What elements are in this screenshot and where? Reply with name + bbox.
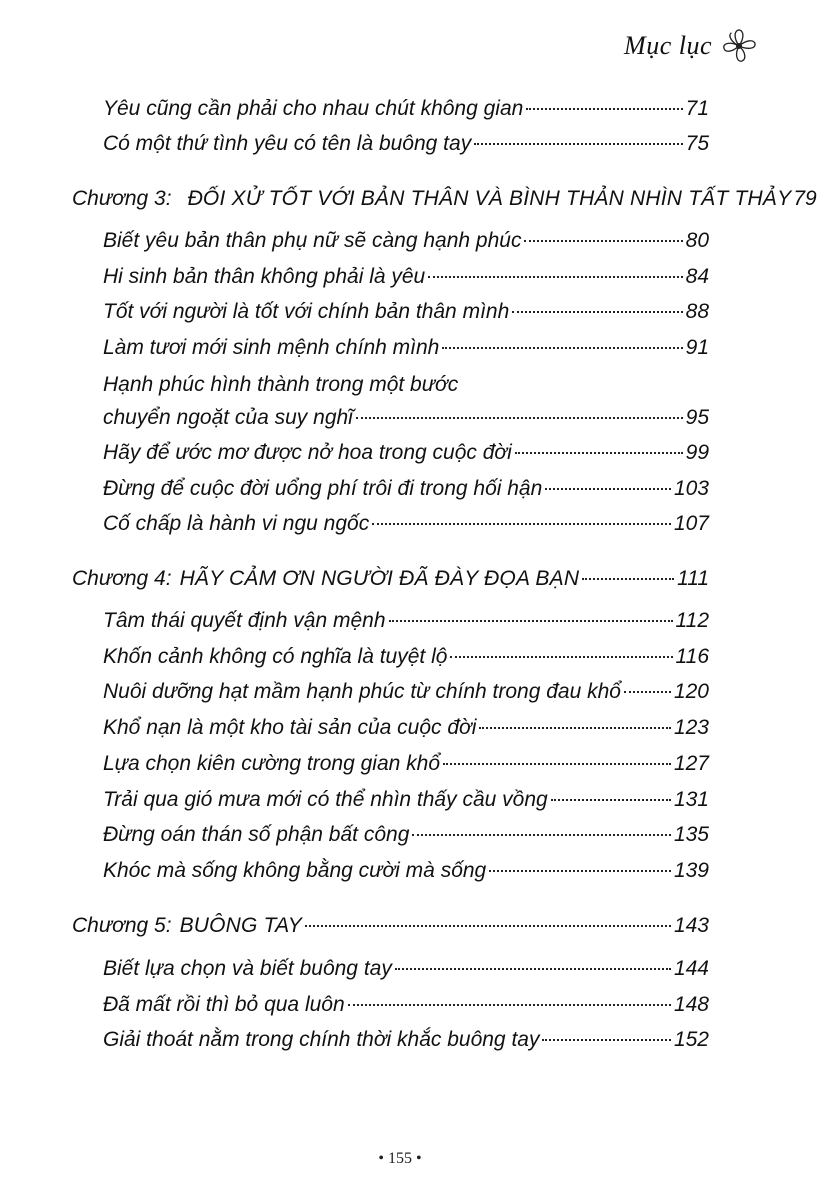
- toc-entry[interactable]: Lựa chọn kiên cường trong gian khổ 127: [103, 752, 709, 775]
- page-title: Mục lục: [624, 31, 712, 60]
- toc-entry[interactable]: Trải qua gió mưa mới có thể nhìn thấy cầu vồng 131: [103, 788, 709, 811]
- dot-leader: [412, 834, 671, 836]
- toc-entry[interactable]: Đừng để cuộc đời uổng phí trôi đi trong hối hận 103: [103, 477, 709, 500]
- dot-leader: [526, 108, 682, 110]
- dot-leader: [442, 347, 682, 349]
- dot-leader: [524, 240, 682, 242]
- toc-entry[interactable]: Nuôi dưỡng hạt mầm hạnh phúc từ chính trong đau khổ 120: [103, 680, 709, 703]
- toc-entry[interactable]: Tâm thái quyết định vận mệnh 112: [103, 609, 709, 632]
- dot-leader: [551, 799, 671, 801]
- dot-leader: [582, 578, 674, 580]
- dot-leader: [372, 523, 671, 525]
- dot-leader: [389, 620, 673, 622]
- chapter-heading-3[interactable]: Chương 3: ĐỐI XỬ TỐT VỚI BẢN THÂN VÀ BÌNH THẢN NHÌN TẤT THẢY 79: [72, 187, 817, 210]
- toc-entry[interactable]: Đừng oán thán số phận bất công 135: [103, 823, 709, 846]
- dot-leader: [450, 656, 672, 658]
- dot-leader: [624, 691, 671, 693]
- toc-entry[interactable]: Giải thoát nằm trong chính thời khắc buông tay 152: [103, 1028, 709, 1051]
- flower-icon: [720, 28, 758, 64]
- dot-leader: [545, 488, 671, 490]
- chapter-heading-5[interactable]: Chương 5: BUÔNG TAY 143: [72, 914, 709, 937]
- page-number: • 155 •: [378, 1150, 422, 1167]
- toc-entry[interactable]: Biết lựa chọn và biết buông tay 144: [103, 957, 709, 980]
- toc-entry[interactable]: Hãy để ước mơ được nở hoa trong cuộc đời 99: [103, 441, 709, 464]
- dot-leader: [489, 870, 671, 872]
- toc-entry[interactable]: chuyển ngoặt của suy nghĩ 95: [103, 406, 709, 429]
- toc-entry-line1[interactable]: Hạnh phúc hình thành trong một bước: [103, 373, 459, 396]
- toc-entry[interactable]: Khổ nạn là một kho tài sản của cuộc đời 123: [103, 716, 709, 739]
- toc-entry[interactable]: Hi sinh bản thân không phải là yêu 84: [103, 265, 709, 288]
- toc-entry[interactable]: Khốn cảnh không có nghĩa là tuyệt lộ 116: [103, 645, 709, 668]
- chapter-heading-4[interactable]: Chương 4: HÃY CẢM ƠN NGƯỜI ĐÃ ĐÀY ĐỌA BẠN 111: [72, 567, 709, 590]
- dot-leader: [512, 311, 682, 313]
- toc-entry[interactable]: Yêu cũng cần phải cho nhau chút không gian 71: [103, 97, 709, 120]
- dot-leader: [474, 143, 682, 145]
- dot-leader: [515, 452, 683, 454]
- toc-entry[interactable]: Tốt với người là tốt với chính bản thân mình 88: [103, 300, 709, 323]
- dot-leader: [443, 763, 671, 765]
- dot-leader: [356, 417, 683, 419]
- toc-entry[interactable]: Biết yêu bản thân phụ nữ sẽ càng hạnh phúc 80: [103, 229, 709, 252]
- toc-entry[interactable]: Cố chấp là hành vi ngu ngốc 107: [103, 512, 709, 535]
- dot-leader: [348, 1004, 671, 1006]
- dot-leader: [479, 727, 671, 729]
- toc-entry[interactable]: Đã mất rồi thì bỏ qua luôn 148: [103, 993, 709, 1016]
- toc-entry[interactable]: Khóc mà sống không bằng cười mà sống 139: [103, 859, 709, 882]
- toc-entry[interactable]: Có một thứ tình yêu có tên là buông tay 75: [103, 132, 709, 155]
- dot-leader: [542, 1039, 670, 1041]
- dot-leader: [305, 925, 671, 927]
- dot-leader: [395, 968, 671, 970]
- dot-leader: [428, 276, 682, 278]
- page-header: [624, 28, 758, 64]
- toc-entry[interactable]: Làm tươi mới sinh mệnh chính mình 91: [103, 336, 709, 359]
